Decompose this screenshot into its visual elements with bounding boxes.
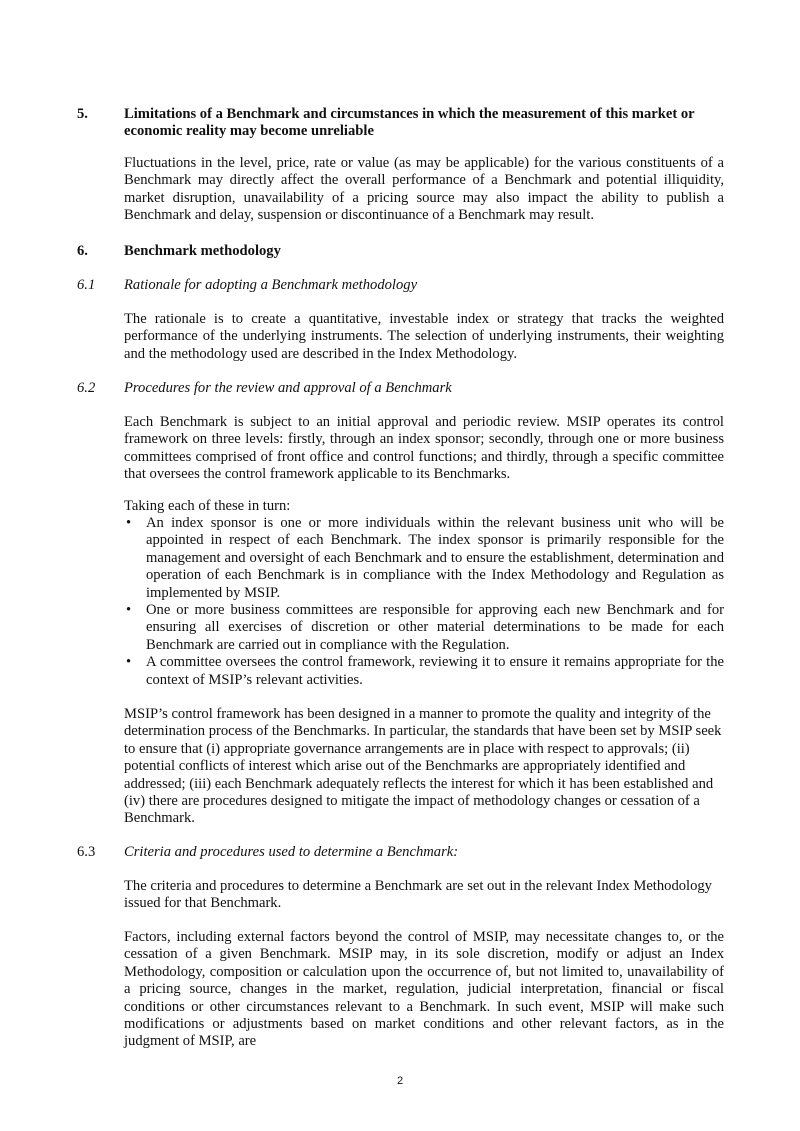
list-item	[124, 654, 724, 689]
section-6-3-body-2: Factors, including external factors beyond the control of MSIP, may necessitate changes to, or the cessation of a given Benchmark. MSIP may, in its sole discretion, modify or adjust an Index Methodology, composition or calculation upon the occurrence of, but not limited to, unavailability of a pricing source, changes in the market, regulation, judicial interpretation, financial or fiscal conditions or other circumstances relevant to a Benchmark. In such event, MSIP will make such modifications or adjustments based on market conditions and other relevant factors, as in the judgment of MSIP, are	[124, 929, 724, 1050]
list-item	[124, 515, 724, 602]
bullet-text: An index sponsor is one or more individuals within the relevant business unit who will be appointed in respect of each Benchmark. The index sponsor is primarily responsible for the management and oversight of each Benchmark and to ensure the establishment, determination and operation of each Benchmark is in compliance with the Index Methodology and Regulation as implemented by MSIP.	[146, 515, 724, 601]
list-item	[124, 602, 724, 654]
section-5-body: Fluctuations in the level, price, rate or value (as may be applicable) for the various constituents of a Benchmark may directly affect the overall performance of a Benchmark and potential illiquidity, market disruption, unavailability of a pricing source may also impact the ability to publish a Benchmark and delay, suspension or discontinuance of a Benchmark may result.	[124, 155, 724, 224]
bullet-text: A committee oversees the control framework, reviewing it to ensure it remains appropriate for the context of MSIP’s relevant activities.	[146, 654, 724, 688]
bullet-icon: •	[126, 602, 132, 619]
section-6-1-number: 6.1	[77, 277, 96, 293]
page-number: 2	[396, 1075, 404, 1087]
bullet-icon: •	[126, 515, 132, 531]
section-6-2-body-1: Each Benchmark is subject to an initial approval and periodic review. MSIP operates its control framework on three levels: firstly, through an index sponsor; secondly, through one or more business committees comprised of front office and control functions; and thirdly, through a specific committee that oversees the control framework applicable to its Benchmarks.	[124, 414, 724, 483]
section-6-2-number: 6.2	[77, 380, 96, 396]
section-6-3-body-1: The criteria and procedures to determine a Benchmark are set out in the relevant Index Methodology issued for that Benchmark.	[124, 878, 712, 912]
section-6-1-body: The rationale is to create a quantitative, investable index or strategy that tracks the weighted performance of the underlying instruments. The selection of underlying instruments, their weighting and the methodology used are described in the Index Methodology.	[124, 311, 724, 362]
section-6-2-bullet-list	[124, 515, 724, 689]
section-6-3-number: 6.3	[77, 844, 96, 860]
bullet-icon: •	[126, 654, 132, 671]
bullet-text: One or more business committees are responsible for approving each new Benchmark and for ensuring all exercises of discretion or other material determinations to be made for each Benchmark are carried out in compliance with the Regulation.	[146, 602, 724, 653]
section-5-title: Limitations of a Benchmark and circumstances in which the measurement of this market or economic reality may become unreliable	[124, 106, 695, 140]
section-6-1-title: Rationale for adopting a Benchmark methodology	[124, 277, 418, 293]
section-6-title: Benchmark methodology	[124, 243, 281, 259]
section-5-number: 5.	[77, 106, 88, 122]
section-6-number: 6.	[77, 243, 88, 259]
section-6-2-title: Procedures for the review and approval of a Benchmark	[124, 380, 452, 396]
section-6-3-title: Criteria and procedures used to determine a Benchmark:	[124, 844, 459, 860]
section-6-2-intro: Taking each of these in turn:	[124, 498, 291, 514]
section-6-2-body-2: MSIP’s control framework has been designed in a manner to promote the quality and integrity of the determination process of the Benchmarks. In particular, the standards that have been set by MSIP seek to ensure that (i) appropriate governance arrangements are in place with respect to approvals; (ii) potential conflicts of interest which arise out of the Benchmarks are appropriately identified and addressed; (iii) each Benchmark adequately reflects the interest for which it has been established and (iv) there are procedures designed to mitigate the impact of methodology changes or cessation of a Benchmark.	[124, 706, 722, 827]
